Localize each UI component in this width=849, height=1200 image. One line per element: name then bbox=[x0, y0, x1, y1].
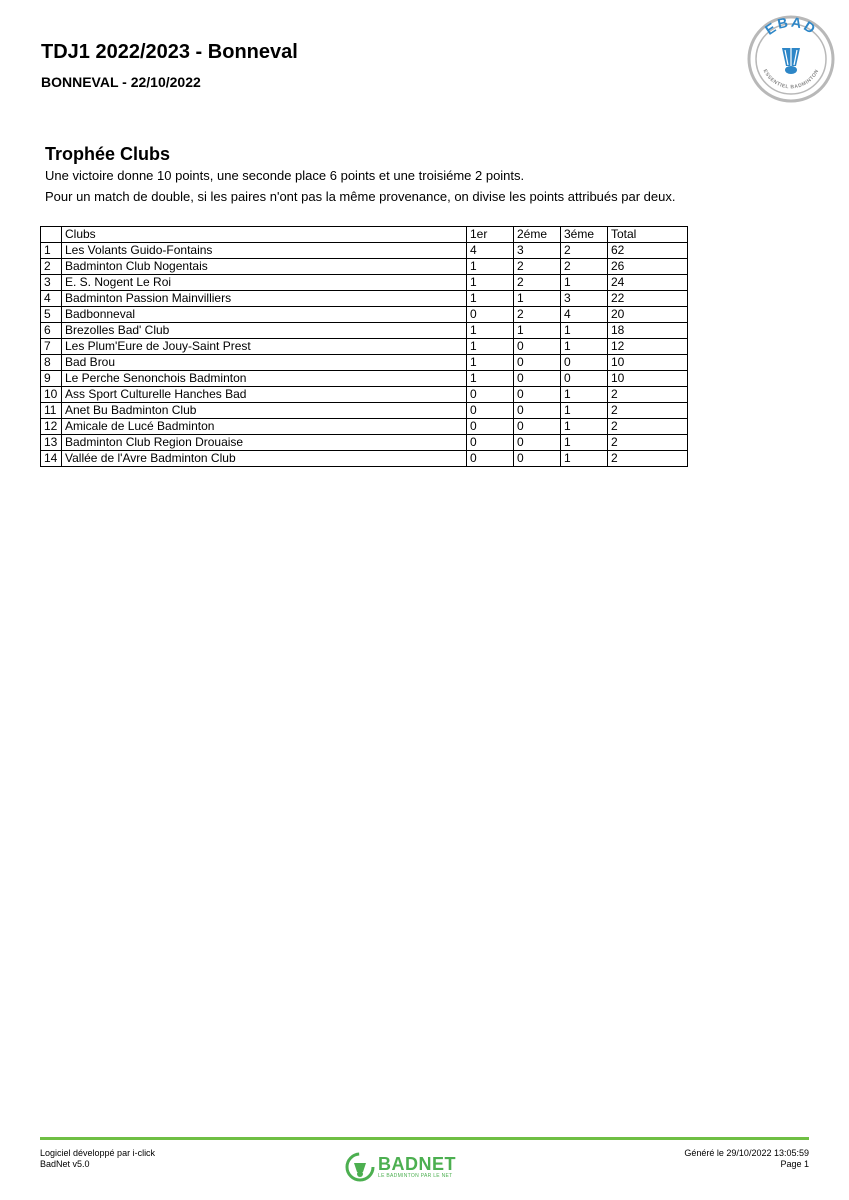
cell-total: 12 bbox=[608, 339, 688, 355]
cell-third: 1 bbox=[561, 451, 608, 467]
cell-total: 22 bbox=[608, 291, 688, 307]
table-row bbox=[41, 403, 688, 419]
table-row bbox=[41, 355, 688, 371]
table-row bbox=[41, 243, 688, 259]
header-cell-clubs: Clubs bbox=[62, 227, 467, 243]
logo-text-top: EBAD bbox=[761, 14, 821, 38]
table-row bbox=[41, 435, 688, 451]
cell-third: 1 bbox=[561, 435, 608, 451]
cell-second: 2 bbox=[514, 275, 561, 291]
cell-third: 0 bbox=[561, 355, 608, 371]
header-cell-total: Total bbox=[608, 227, 688, 243]
clubs-ranking-table bbox=[40, 226, 688, 467]
cell-third: 1 bbox=[561, 275, 608, 291]
cell-total: 24 bbox=[608, 275, 688, 291]
rule-description-line-1: Une victoire donne 10 points, une seconde place 6 points et une troisiéme 2 points. bbox=[45, 168, 525, 183]
cell-first: 1 bbox=[467, 371, 514, 387]
cell-total: 2 bbox=[608, 451, 688, 467]
cell-second: 1 bbox=[514, 323, 561, 339]
cell-rank: 4 bbox=[41, 291, 62, 307]
cell-rank: 12 bbox=[41, 419, 62, 435]
ebad-logo bbox=[746, 14, 836, 104]
cell-first: 1 bbox=[467, 339, 514, 355]
cell-first: 0 bbox=[467, 307, 514, 323]
badnet-logo bbox=[345, 1150, 456, 1184]
cell-first: 0 bbox=[467, 451, 514, 467]
footer-generated-date: Généré le 29/10/2022 13:05:59 bbox=[684, 1148, 809, 1158]
cell-rank: 10 bbox=[41, 387, 62, 403]
header-cell-rank bbox=[41, 227, 62, 243]
cell-rank: 5 bbox=[41, 307, 62, 323]
cell-total: 10 bbox=[608, 371, 688, 387]
cell-second: 0 bbox=[514, 387, 561, 403]
cell-total: 2 bbox=[608, 403, 688, 419]
table-row bbox=[41, 275, 688, 291]
cell-first: 0 bbox=[467, 403, 514, 419]
cell-total: 20 bbox=[608, 307, 688, 323]
header-cell-first: 1er bbox=[467, 227, 514, 243]
cell-first: 0 bbox=[467, 435, 514, 451]
cell-second: 0 bbox=[514, 403, 561, 419]
cell-second: 0 bbox=[514, 435, 561, 451]
rule-description-line-2: Pour un match de double, si les paires n'ont pas la même provenance, on divise les points attribués par deux. bbox=[45, 189, 676, 204]
header-cell-third: 3éme bbox=[561, 227, 608, 243]
cell-first: 1 bbox=[467, 259, 514, 275]
cell-total: 2 bbox=[608, 387, 688, 403]
cell-total: 2 bbox=[608, 419, 688, 435]
cell-second: 2 bbox=[514, 307, 561, 323]
table-header-row bbox=[41, 227, 688, 243]
cell-club: Badminton Club Nogentais bbox=[62, 259, 467, 275]
cell-total: 2 bbox=[608, 435, 688, 451]
footer-developer: Logiciel développé par i-click bbox=[40, 1148, 156, 1158]
cell-rank: 11 bbox=[41, 403, 62, 419]
logo-text-bottom: ESSENTIEL BADMINTON bbox=[761, 68, 821, 91]
table-row bbox=[41, 419, 688, 435]
cell-club: Badminton Club Region Drouaise bbox=[62, 435, 467, 451]
cell-club: Vallée de l'Avre Badminton Club bbox=[62, 451, 467, 467]
cell-rank: 2 bbox=[41, 259, 62, 275]
table-row bbox=[41, 307, 688, 323]
table-row bbox=[41, 387, 688, 403]
cell-total: 18 bbox=[608, 323, 688, 339]
cell-third: 0 bbox=[561, 371, 608, 387]
cell-rank: 7 bbox=[41, 339, 62, 355]
footer-page-number: Page 1 bbox=[780, 1159, 809, 1169]
cell-total: 10 bbox=[608, 355, 688, 371]
cell-second: 3 bbox=[514, 243, 561, 259]
cell-third: 2 bbox=[561, 259, 608, 275]
cell-first: 1 bbox=[467, 275, 514, 291]
cell-first: 4 bbox=[467, 243, 514, 259]
cell-club: Ass Sport Culturelle Hanches Bad bbox=[62, 387, 467, 403]
shuttlecock-icon bbox=[782, 48, 800, 74]
cell-club: Le Perche Senonchois Badminton bbox=[62, 371, 467, 387]
cell-second: 0 bbox=[514, 355, 561, 371]
table-row bbox=[41, 291, 688, 307]
table-row bbox=[41, 259, 688, 275]
cell-club: Brezolles Bad' Club bbox=[62, 323, 467, 339]
cell-total: 26 bbox=[608, 259, 688, 275]
cell-rank: 13 bbox=[41, 435, 62, 451]
cell-first: 1 bbox=[467, 291, 514, 307]
cell-rank: 9 bbox=[41, 371, 62, 387]
cell-third: 2 bbox=[561, 243, 608, 259]
cell-club: Les Volants Guido-Fontains bbox=[62, 243, 467, 259]
cell-second: 1 bbox=[514, 291, 561, 307]
badnet-brand-name: BADNET bbox=[378, 1153, 456, 1174]
header-cell-second: 2éme bbox=[514, 227, 561, 243]
badnet-brand-tagline: LE BADMINTON PAR LE NET bbox=[378, 1172, 453, 1179]
cell-first: 1 bbox=[467, 355, 514, 371]
cell-third: 1 bbox=[561, 323, 608, 339]
cell-second: 0 bbox=[514, 339, 561, 355]
footer-divider bbox=[40, 1137, 809, 1140]
cell-third: 1 bbox=[561, 387, 608, 403]
cell-third: 1 bbox=[561, 419, 608, 435]
footer-version: BadNet v5.0 bbox=[40, 1159, 90, 1169]
cell-rank: 1 bbox=[41, 243, 62, 259]
table-row bbox=[41, 339, 688, 355]
table-body bbox=[41, 243, 688, 467]
page-title: TDJ1 2022/2023 - Bonneval bbox=[41, 41, 298, 63]
cell-third: 4 bbox=[561, 307, 608, 323]
cell-second: 0 bbox=[514, 371, 561, 387]
cell-second: 2 bbox=[514, 259, 561, 275]
cell-third: 3 bbox=[561, 291, 608, 307]
section-title: Trophée Clubs bbox=[45, 144, 171, 164]
cell-first: 0 bbox=[467, 419, 514, 435]
cell-second: 0 bbox=[514, 419, 561, 435]
cell-club: Amicale de Lucé Badminton bbox=[62, 419, 467, 435]
table-row bbox=[41, 451, 688, 467]
cell-rank: 3 bbox=[41, 275, 62, 291]
cell-first: 1 bbox=[467, 323, 514, 339]
badnet-shuttle-icon bbox=[345, 1152, 375, 1182]
cell-third: 1 bbox=[561, 403, 608, 419]
table-row bbox=[41, 371, 688, 387]
cell-total: 62 bbox=[608, 243, 688, 259]
cell-club: Badbonneval bbox=[62, 307, 467, 323]
cell-rank: 6 bbox=[41, 323, 62, 339]
cell-club: Badminton Passion Mainvilliers bbox=[62, 291, 467, 307]
cell-club: Les Plum'Eure de Jouy-Saint Prest bbox=[62, 339, 467, 355]
cell-club: E. S. Nogent Le Roi bbox=[62, 275, 467, 291]
cell-club: Anet Bu Badminton Club bbox=[62, 403, 467, 419]
page-subtitle: BONNEVAL - 22/10/2022 bbox=[41, 74, 201, 90]
table-row bbox=[41, 323, 688, 339]
cell-first: 0 bbox=[467, 387, 514, 403]
cell-club: Bad Brou bbox=[62, 355, 467, 371]
cell-second: 0 bbox=[514, 451, 561, 467]
cell-third: 1 bbox=[561, 339, 608, 355]
cell-rank: 8 bbox=[41, 355, 62, 371]
cell-rank: 14 bbox=[41, 451, 62, 467]
